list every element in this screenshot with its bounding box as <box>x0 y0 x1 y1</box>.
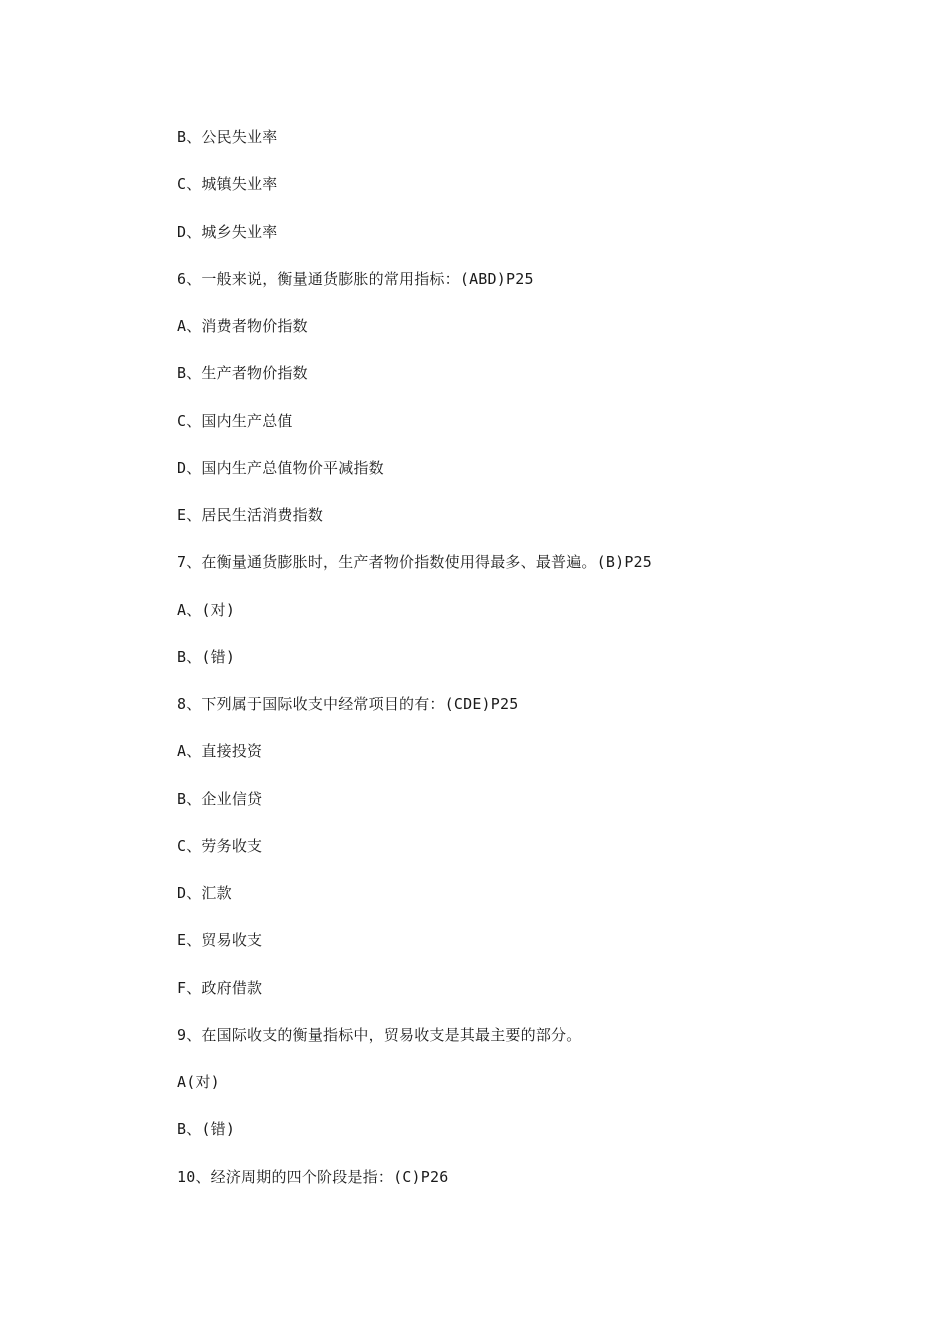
document-line: 7、在衡量通货膨胀时，生产者物价指数使用得最多、最普遍。(B)P25 <box>177 553 653 572</box>
document-line: A、(对) <box>177 600 236 619</box>
document-line: D、汇款 <box>177 884 232 902</box>
document-line: D、国内生产总值物价平减指数 <box>177 458 384 477</box>
document-line: A、消费者物价指数 <box>177 317 308 335</box>
document-line: 10、经济周期的四个阶段是指：(C)P26 <box>177 1167 449 1186</box>
document-line: 9、在国际收支的衡量指标中，贸易收支是其最主要的部分。 <box>177 1025 582 1044</box>
document-line: C、劳务收支 <box>177 836 263 855</box>
document-line: B、公民失业率 <box>177 128 278 146</box>
document-line: B、生产者物价指数 <box>177 364 308 383</box>
document-line: B、企业信贷 <box>177 789 263 808</box>
document-body <box>177 125 897 1212</box>
document-line: D、城乡失业率 <box>177 222 278 241</box>
document-line: 8、下列属于国际收支中经常项目的有：(CDE)P25 <box>177 695 519 713</box>
document-line: B、(错) <box>177 1120 236 1139</box>
document-line: 6、一般来说，衡量通货膨胀的常用指标：(ABD)P25 <box>177 269 534 288</box>
document-line: F、政府借款 <box>177 978 263 997</box>
document-line: E、贸易收支 <box>177 931 263 950</box>
document-line: C、国内生产总值 <box>177 411 293 430</box>
document-line: A、直接投资 <box>177 742 263 761</box>
document-line: B、(错) <box>177 647 236 666</box>
document-line: E、居民生活消费指数 <box>177 506 324 524</box>
document-line: A(对) <box>177 1073 220 1091</box>
document-line: C、城镇失业率 <box>177 175 278 194</box>
